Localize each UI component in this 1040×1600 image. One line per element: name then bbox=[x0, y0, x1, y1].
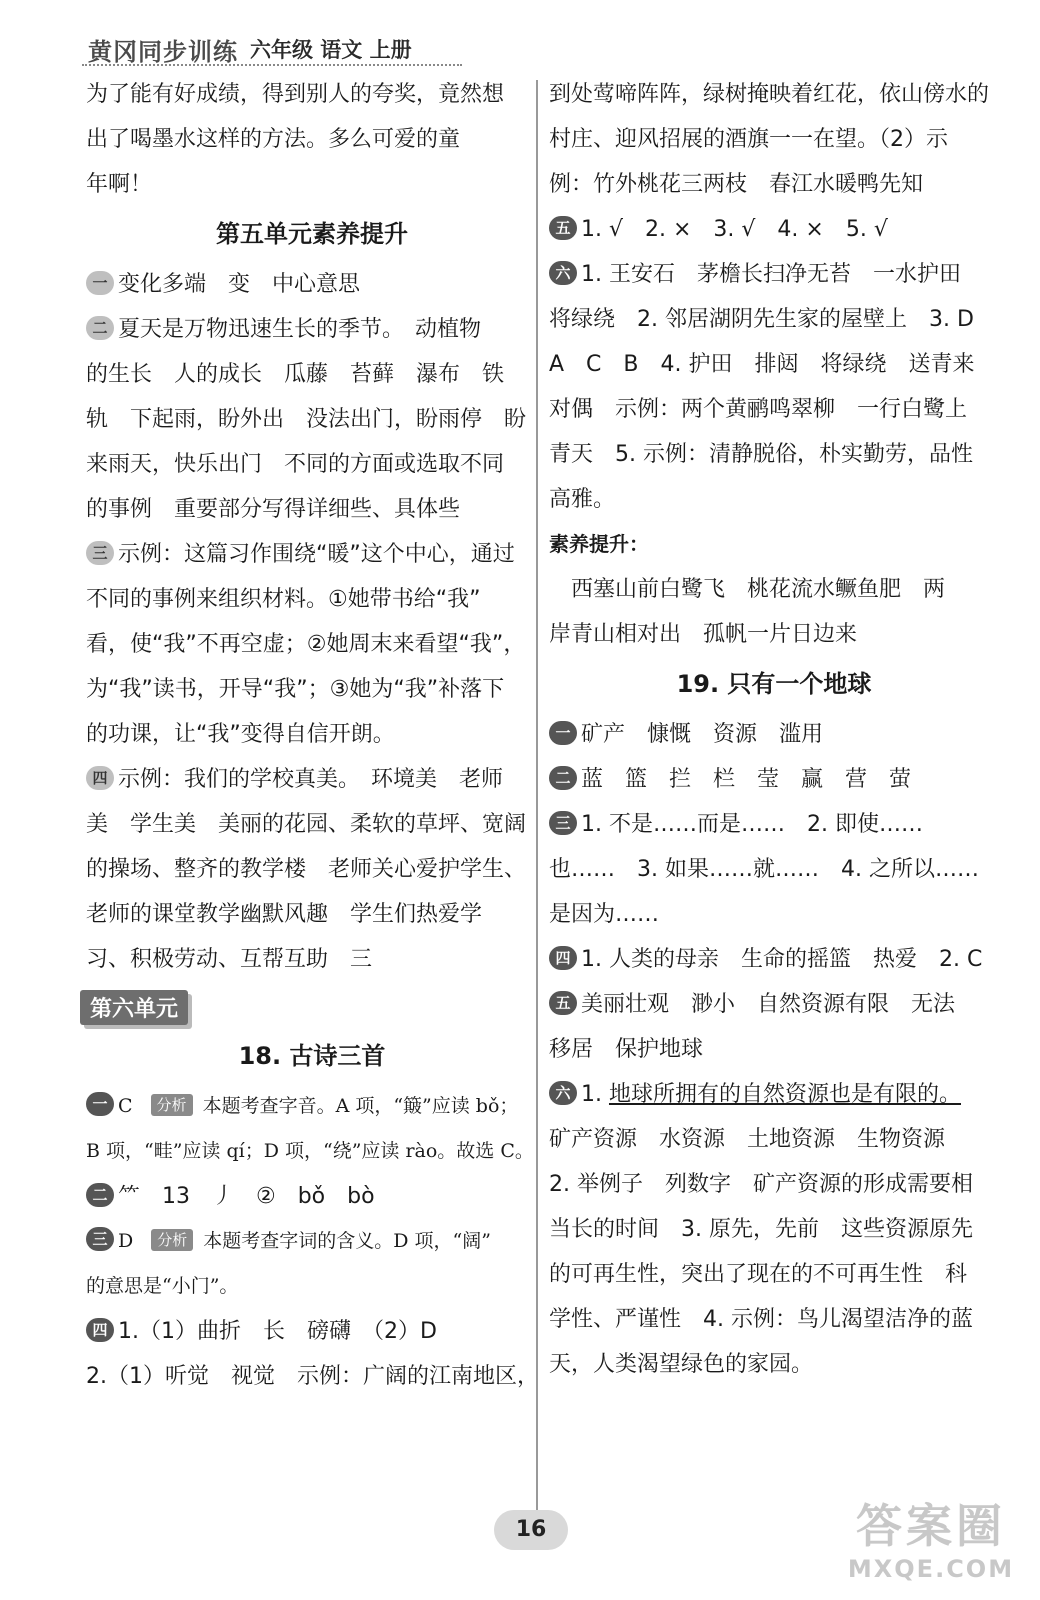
text-line: 村庄、迎风招展的酒旗一一在望。（2）示 bbox=[549, 127, 948, 152]
text-line: 高雅。 bbox=[549, 487, 616, 512]
answer-letter: D bbox=[118, 1230, 134, 1252]
answer-section: 四 1. 人类的母亲 生命的摇篮 热爱 2. C bbox=[549, 937, 999, 982]
text-line: 也…… 3. 如果……就…… 4. 之所以…… bbox=[549, 857, 979, 882]
text-line: 天，人类渴望绿色的家园。 bbox=[549, 1352, 814, 1377]
section-number-badge: 一 bbox=[86, 271, 114, 295]
answer-section: 二 蓝 篮 拦 栏 莹 赢 营 萤 bbox=[549, 757, 999, 802]
section-number-badge: 四 bbox=[86, 1318, 114, 1342]
answer-section: 二 ⺮ 13 丿 ② bǒ bò bbox=[86, 1174, 538, 1219]
text-line: 岸青山相对出 孤帆一片日边来 bbox=[549, 622, 858, 647]
watermark-text: 答案圈 bbox=[856, 1499, 1006, 1553]
text-line: 不同的事例来组织材料。①她带书给“我” bbox=[86, 587, 481, 612]
unit6-banner: 第六单元 bbox=[80, 990, 188, 1025]
analysis-tag: 分析 bbox=[151, 1229, 193, 1251]
section-number-badge: 二 bbox=[86, 1183, 114, 1207]
answer-letter: C bbox=[118, 1095, 133, 1117]
text-line: 为了能有好成绩，得到别人的夸奖，竟然想 bbox=[86, 82, 505, 107]
text-line: 的功课，让“我”变得自信开朗。 bbox=[86, 722, 395, 747]
text-line: 老师的课堂教学幽默风趣 学生们热爱学 bbox=[86, 902, 483, 927]
right-column bbox=[549, 72, 999, 1387]
answer-section: 六 1. 地球所拥有的自然资源也是有限的。 bbox=[549, 1072, 999, 1117]
text-line: 习、积极劳动、互帮互助 三 bbox=[86, 947, 373, 972]
header-subtitle: 六年级 语文 上册 bbox=[250, 38, 412, 62]
section-number-badge: 六 bbox=[549, 261, 577, 285]
answer-section: 五 1. √ 2. × 3. √ 4. × 5. √ bbox=[549, 207, 999, 252]
answer-section: 五 美丽壮观 渺小 自然资源有限 无法 bbox=[549, 982, 999, 1027]
answer-section: 一 矿产 慷慨 资源 滥用 bbox=[549, 712, 999, 757]
underlined-answer: 地球所拥有的自然资源也是有限的。 bbox=[608, 1082, 961, 1107]
section-number-badge: 三 bbox=[549, 811, 577, 835]
page-header bbox=[82, 30, 962, 66]
section-number-badge: 三 bbox=[86, 1227, 114, 1251]
answer-section: 三 示例：这篇习作围绕“暖”这个中心，通过 bbox=[86, 532, 538, 577]
section-number-badge: 二 bbox=[549, 766, 577, 790]
brand-logo: 黄冈同步训练 bbox=[88, 38, 238, 66]
answer-section: 三 D 分析 本题考查字词的含义。D 项，“阔” bbox=[86, 1219, 538, 1264]
section-number-badge: 三 bbox=[86, 541, 114, 565]
text-line: B 项，“畦”应读 qí；D 项，“绕”应读 rào。故选 C。 bbox=[86, 1140, 534, 1162]
page-number: 16 bbox=[494, 1510, 568, 1550]
text-line: 例：竹外桃花三两枝 春江水暖鸭先知 bbox=[549, 172, 924, 197]
section-number-badge: 四 bbox=[549, 946, 577, 970]
text-line: 当长的时间 3. 原先，先前 这些资源原先 bbox=[549, 1217, 973, 1242]
section-number-badge: 一 bbox=[549, 721, 577, 745]
text-line: 是因为…… bbox=[549, 902, 660, 927]
suyang-label: 素养提升： bbox=[549, 532, 649, 556]
text-line: 为“我”读书，开导“我”；③她为“我”补落下 bbox=[86, 677, 505, 702]
text-line: 学性、严谨性 4. 示例：鸟儿渴望洁净的蓝 bbox=[549, 1307, 973, 1332]
text-line: 的意思是“小门”。 bbox=[86, 1275, 239, 1297]
answer-section: 一 变化多端 变 中心意思 bbox=[86, 262, 538, 307]
answer-section: 二 夏天是万物迅速生长的季节。 动植物 bbox=[86, 307, 538, 352]
unit5-title: 第五单元素养提升 bbox=[216, 220, 408, 248]
text-line: 的操场、整齐的教学楼 老师关心爱护学生、 bbox=[86, 857, 527, 882]
section-number-badge: 一 bbox=[86, 1092, 114, 1116]
answer-section: 六 1. 王安石 茅檐长扫净无苔 一水护田 bbox=[549, 252, 999, 297]
text-line: 出了喝墨水这样的方法。多么可爱的童 bbox=[86, 127, 461, 152]
section-number-badge: 五 bbox=[549, 216, 577, 240]
text-line: 年啊！ bbox=[86, 172, 153, 197]
text-line: 来雨天，快乐出门 不同的方面或选取不同 bbox=[86, 452, 505, 477]
text-line: A C B 4. 护田 排闼 将绿绕 送青来 bbox=[549, 352, 975, 377]
text-line: 西塞山前白鹭飞 桃花流水鳜鱼肥 两 bbox=[549, 577, 946, 602]
section-number-badge: 二 bbox=[86, 316, 114, 340]
text-line: 移居 保护地球 bbox=[549, 1037, 704, 1062]
section-number-badge: 四 bbox=[86, 766, 114, 790]
text-line: 轨 下起雨，盼外出 没法出门，盼雨停 盼 bbox=[86, 407, 527, 432]
answer-section: 四 1.（1）曲折 长 磅礴 （2）D bbox=[86, 1309, 538, 1354]
analysis-tag: 分析 bbox=[151, 1094, 193, 1116]
answer-section: 三 1. 不是……而是…… 2. 即使…… bbox=[549, 802, 999, 847]
answer-section: 四 示例：我们的学校真美。 环境美 老师 bbox=[86, 757, 538, 802]
text-line: 的生长 人的成长 瓜藤 苔藓 瀑布 铁 bbox=[86, 362, 505, 387]
answer-section: 一 C 分析 本题考查字音。A 项，“簸”应读 bǒ； bbox=[86, 1084, 538, 1129]
text-line: 2. 举例子 列数字 矿产资源的形成需要相 bbox=[549, 1172, 973, 1197]
left-column bbox=[86, 72, 538, 1399]
text-line: 看，使“我”不再空虚；②她周末来看望“我”， bbox=[86, 632, 526, 657]
text-line: 到处莺啼阵阵，绿树掩映着红花，依山傍水的 bbox=[549, 82, 990, 107]
header-rule bbox=[82, 64, 462, 66]
text-line: 的可再生性，突出了现在的不可再生性 科 bbox=[549, 1262, 968, 1287]
text-line: 矿产资源 水资源 土地资源 生物资源 bbox=[549, 1127, 946, 1152]
text-line: 青天 5. 示例：清静脱俗，朴实勤劳，品性 bbox=[549, 442, 973, 467]
text-line: 将绿绕 2. 邻居湖阴先生家的屋壁上 3. D bbox=[549, 307, 974, 332]
watermark-logo bbox=[846, 1498, 1016, 1594]
section-number-badge: 五 bbox=[549, 991, 577, 1015]
text-line: 2.（1）听觉 视觉 示例：广阔的江南地区， bbox=[86, 1364, 539, 1389]
text-line: 美 学生美 美丽的花园、柔软的草坪、宽阔 bbox=[86, 812, 527, 837]
text-line: 对偶 示例：两个黄鹂鸣翠柳 一行白鹭上 bbox=[549, 397, 968, 422]
section-number-badge: 六 bbox=[549, 1081, 577, 1105]
lesson18-title: 18. 古诗三首 bbox=[238, 1042, 386, 1070]
watermark-url: MXQE.COM bbox=[847, 1555, 1015, 1583]
lesson19-title: 19. 只有一个地球 bbox=[676, 670, 872, 698]
text-line: 的事例 重要部分写得详细些、具体些 bbox=[86, 497, 461, 522]
